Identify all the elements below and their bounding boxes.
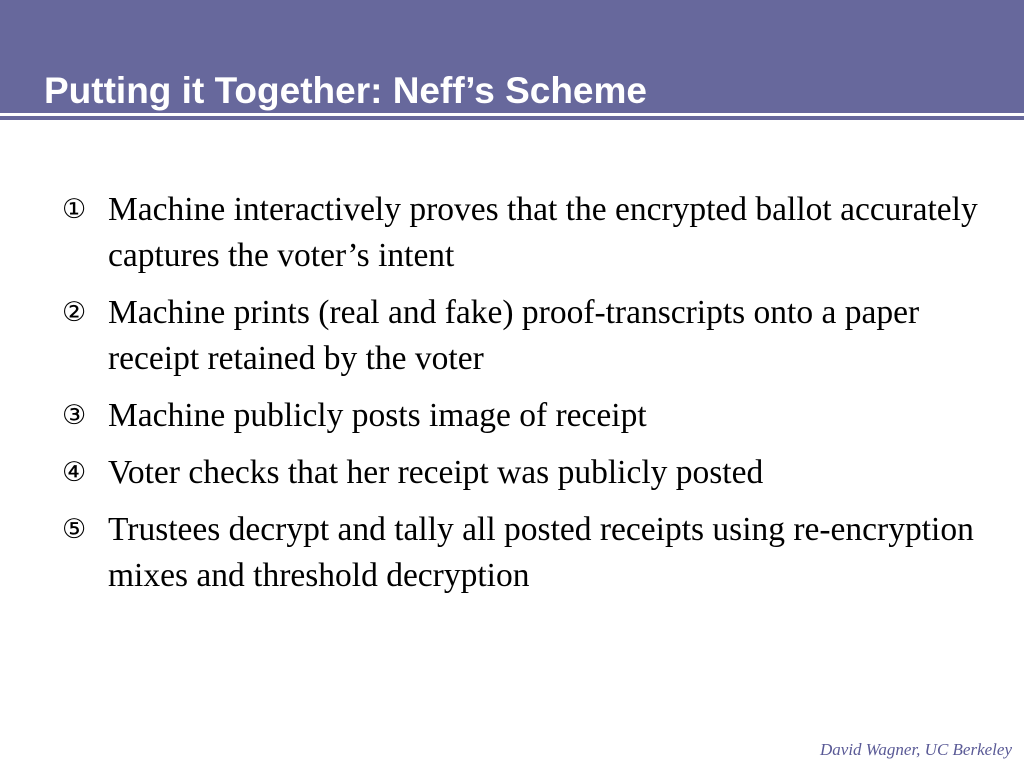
bullet-item-1 [62,187,1002,279]
bullet-text-5: Trustees decrypt and tally all posted receipts using re-encryption mixes and threshold decryption [108,511,974,594]
bullet-item-5 [62,507,1002,599]
bullet-text-1: Machine interactively proves that the encrypted ballot accurately captures the voter’s intent [108,191,978,274]
bullet-text-3: Machine publicly posts image of receipt [108,397,647,434]
bullet-text-4: Voter checks that her receipt was publicly posted [108,454,764,491]
circled-number-4-icon: ④ [62,457,87,488]
circled-number-3-icon: ③ [62,400,87,431]
bullet-item-2 [62,290,1002,382]
bullet-list [62,187,1002,610]
bullet-text-2: Machine prints (real and fake) proof-transcripts onto a paper receipt retained by the voter [108,294,920,377]
circled-number-2-icon: ② [62,297,87,328]
title-divider [0,116,1024,120]
footer-credit: David Wagner, UC Berkeley [820,740,1012,759]
bullet-item-3 [62,393,1002,439]
bullet-item-4 [62,450,1002,496]
circled-number-1-icon: ① [62,194,87,225]
circled-number-5-icon: ⑤ [62,514,87,545]
slide-title: Putting it Together: Neff’s Scheme [44,70,647,111]
